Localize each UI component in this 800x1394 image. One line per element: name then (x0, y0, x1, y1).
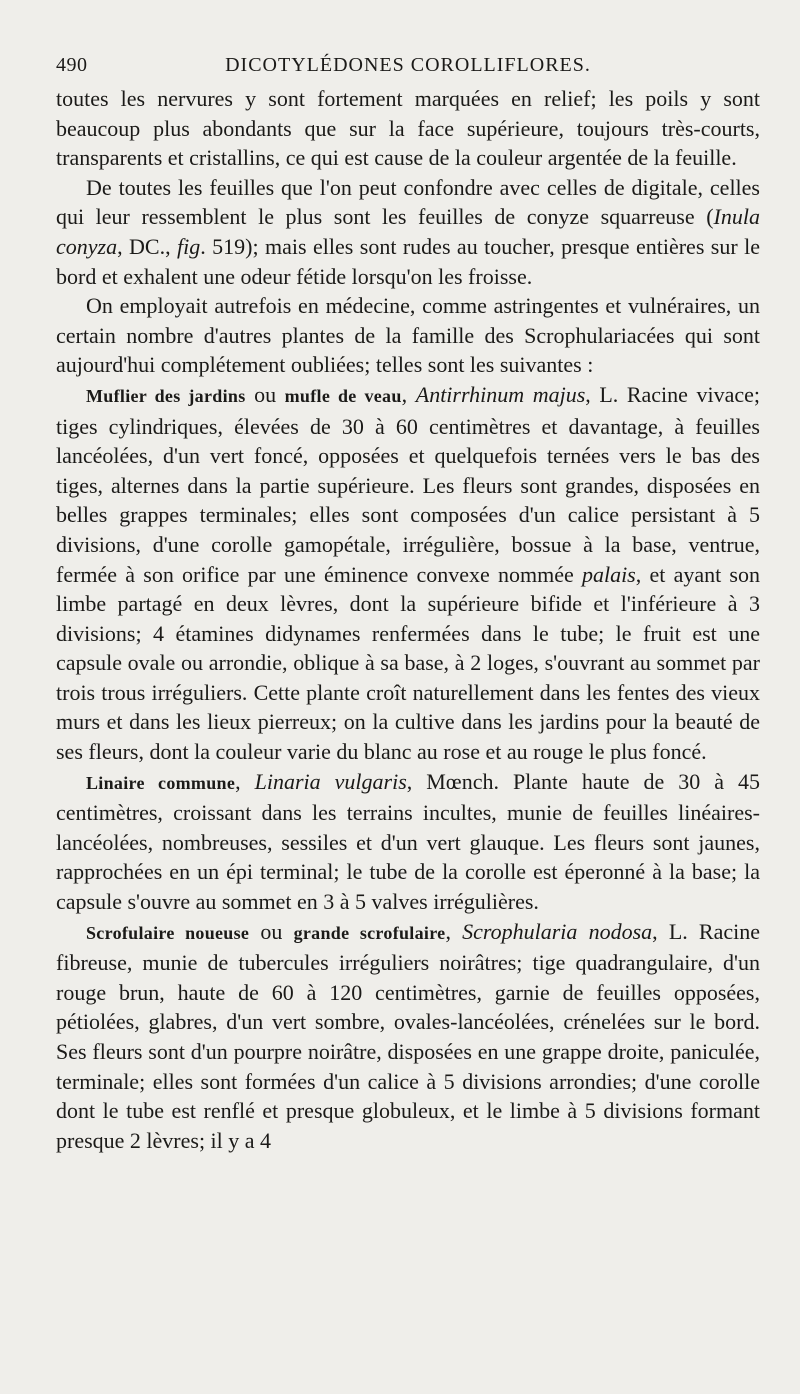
entry-heading-alt: mufle de veau (284, 385, 402, 406)
paragraph-text: toutes les nervures y sont fortement marquées en relief; les poils y sont beaucoup plus abondants que sur la face supérieure, toujours très-courts, transparents et cristallins, ce qui est cause de la couleur argentée de la feuille. (56, 86, 760, 171)
entry-linaire (56, 767, 760, 917)
latin-name: Inula conyza (56, 204, 760, 259)
term-italic: palais (581, 561, 636, 587)
running-head: DICOTYLÉDONES COROLLIFLORES. (225, 54, 591, 76)
paragraph-text: , et ayant son limbe partagé en deux lèvres, dont la supérieure bifide et l'inférieure à 3 divisions; 4 étamines didynames renfermées dans le tube; le fruit est une capsule ovale ou arrondie, oblique à sa base, à 2 loges, s'ouvrant au sommet par trois trous irréguliers. Cette plante croît naturellement dans les fentes des vieux murs et dans les lieux pierreux; on la cultive dans les jardins pour la beauté de ses fleurs, dont la couleur varie du blanc au rose et au rouge le plus foncé. (56, 561, 760, 765)
paragraph-leaf-description (56, 84, 760, 173)
paragraph-text: , (235, 768, 255, 794)
latin-name: Scrophularia nodosa (462, 918, 653, 944)
latin-name: Linaria vulgaris (254, 768, 407, 794)
entry-heading: Muflier des jardins (86, 385, 246, 406)
paragraph-text: ou (245, 381, 285, 407)
paragraph-text: , DC., (117, 233, 178, 259)
entry-muflier (56, 380, 760, 767)
paragraph-text: On employait autrefois en médecine, comme astringentes et vulnéraires, un certain nombre d'autres plantes de la famille des Scrophulariacées qui sont aujourd'hui complétement oubliées; telles sont les suivantes : (56, 293, 760, 378)
paragraph-text: , L. Racine vivace; tiges cylindriques, élevées de 30 à 60 centimètres et davantage, à feuilles lancéolées, d'un vert foncé, opposées et quelquefois ternées vers le bas des tiges, alternes dans la partie supérieure. Les fleurs sont grandes, disposées en belles grappes terminales; elles sont composées d'un calice persistant à 5 divisions, d'une corolle gamopétale, irrégulière, bossue à la base, ventrue, fermée à son orifice par une éminence convexe nommée (56, 381, 761, 587)
page-header (56, 54, 760, 84)
page-number: 490 (56, 54, 88, 76)
paragraph-text: , (401, 381, 416, 407)
figure-ref: fig (177, 233, 201, 259)
paragraph-text: . 519); mais elles sont rudes au toucher, presque entières sur le bord et exhalent une odeur fétide lorsqu'on les froisse. (56, 233, 761, 289)
paragraph-text: ou (249, 918, 294, 944)
paragraph-text: , Mœnch. Plante haute de 30 à 45 centimètres, croissant dans les terrains incultes, munie de feuilles linéaires-lancéolées, nombreuses, sessiles et d'un vert glauque. Les fleurs sont jaunes, rapprochées en un épi terminal; le tube de la corolle est éperonné à la base; la capsule s'ouvre au sommet en 3 à 5 valves irrégulières. (56, 768, 761, 915)
entry-heading: Linaire commune (86, 772, 236, 793)
paragraph-conyza-comparison (56, 173, 760, 291)
paragraph-intro-list (56, 291, 760, 380)
latin-name: Antirrhinum majus (415, 381, 586, 407)
paragraph-text: , L. Racine fibreuse, munie de tubercules irréguliers noirâtres; tige quadrangulaire, d'un rouge brun, haute de 60 à 120 centimètres, garnie de feuilles opposées, pétiolées, glabres, d'un vert sombre, ovales-lancéolées, crénelées sur le bord. Ses fleurs sont d'un pourpre noirâtre, disposées en une grappe droite, paniculée, terminale; elles sont formées d'un calice à 5 divisions arrondies; d'une corolle dont le tube est renflé et presque globuleux, et le limbe à 5 divisions formant presque 2 lèvres; il y a 4 (56, 918, 761, 1153)
paragraph-text: , (445, 918, 463, 944)
paragraph-text: De toutes les feuilles que l'on peut confondre avec celles de digitale, celles qui leur ressemblent le plus sont les feuilles de conyze squarreuse ( (56, 174, 760, 230)
entry-scrofulaire (56, 917, 760, 1156)
entry-heading-alt: grande scrofulaire (293, 922, 446, 943)
body-text (56, 84, 760, 1155)
entry-heading: Scrofulaire noueuse (86, 922, 250, 943)
